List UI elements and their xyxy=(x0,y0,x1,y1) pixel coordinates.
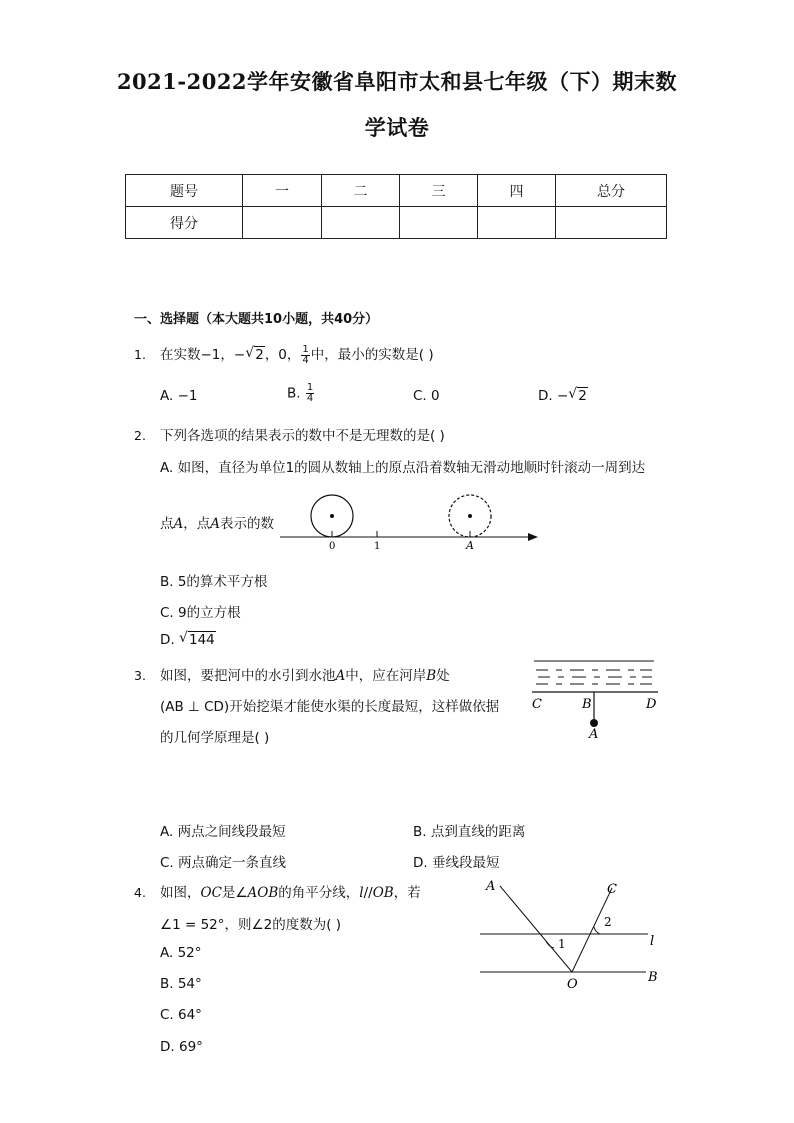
option-a[interactable]: A. −1 xyxy=(160,388,198,404)
page-title-line2: 学试卷 xyxy=(364,115,430,140)
label-D: D xyxy=(646,697,657,712)
sqrt-symbol: √ 2 xyxy=(568,386,587,404)
table-row xyxy=(126,207,667,239)
option-c[interactable]: C. 64° xyxy=(160,1007,202,1023)
question-stem-line2: ∠1 = 52°，则∠2的度数为( ) xyxy=(160,917,342,933)
axis-label-1: 1 xyxy=(374,541,381,552)
water-hatch xyxy=(536,670,652,684)
option-b[interactable]: B. $\frac{1}{4}$ xyxy=(287,382,314,404)
question-number: 1. xyxy=(134,347,146,362)
question-number: 2. xyxy=(134,428,146,443)
table-cell: 三 xyxy=(400,175,478,207)
score-input-cell[interactable] xyxy=(556,207,667,239)
circle-center-dot xyxy=(468,514,472,518)
question-number: 3. xyxy=(134,668,146,683)
table-cell: 四 xyxy=(478,175,556,207)
label-B: B xyxy=(582,697,592,712)
option-d[interactable]: D. − √ 2 xyxy=(538,386,587,404)
question-number: 4. xyxy=(134,885,146,900)
label-C: C xyxy=(607,882,617,897)
label-B: B xyxy=(648,970,658,985)
label-l: l xyxy=(650,934,655,949)
score-input-cell[interactable] xyxy=(400,207,478,239)
option-b[interactable]: B. 5的算术平方根 xyxy=(160,574,268,590)
label-A: A xyxy=(589,727,599,742)
option-c[interactable]: C. 9的立方根 xyxy=(160,605,241,621)
label-A: A xyxy=(486,879,496,894)
option-a[interactable]: A. 52° xyxy=(160,945,202,961)
number-line-figure xyxy=(270,486,550,556)
score-input-cell[interactable] xyxy=(322,207,400,239)
axis-arrow-icon xyxy=(528,533,538,541)
question-stem: 下列各选项的结果表示的数中不是无理数的是( ) xyxy=(160,428,445,444)
question-stem-line2: (AB ⊥ CD)开始挖渠才能使水渠的长度最短，这样做依据 xyxy=(160,699,500,715)
option-d[interactable]: D. √ 144 xyxy=(160,630,215,648)
table-row xyxy=(126,175,667,207)
option-d[interactable]: D. 垂线段最短 xyxy=(413,855,500,871)
label-angle-2: 2 xyxy=(604,915,612,929)
option-a[interactable]: A. 如图，直径为单位1的圆从数轴上的原点沿着数轴无滑动地顺时针滚动一周到达 xyxy=(160,460,646,476)
ray-OA xyxy=(500,886,572,972)
axis-label-A: A xyxy=(466,539,474,552)
score-input-cell[interactable] xyxy=(478,207,556,239)
river-figure xyxy=(528,656,662,742)
angle-2-arc xyxy=(594,927,600,934)
table-cell: 二 xyxy=(322,175,400,207)
fraction: $\frac{1}{4}$ xyxy=(306,382,314,404)
score-table xyxy=(125,174,667,239)
option-d[interactable]: D. 69° xyxy=(160,1039,203,1055)
pool-A-dot xyxy=(590,719,598,727)
question-stem: 在实数−1，− √ 2，0， $\frac{1}{4}$ 中，最小的实数是( ) xyxy=(160,343,434,366)
question-stem-line1: 如图，OC是∠AOB的角平分线，l//OB，若 xyxy=(160,885,421,901)
sqrt-symbol: √ 2 xyxy=(245,345,264,363)
label-angle-1: 1 xyxy=(558,937,566,951)
sqrt-symbol: √ 144 xyxy=(178,630,215,648)
table-cell: 题号 xyxy=(126,175,243,207)
ray-OC xyxy=(572,888,612,972)
table-cell: 总分 xyxy=(556,175,667,207)
label-C: C xyxy=(532,697,542,712)
fraction: $\frac{1}{4}$ xyxy=(302,343,309,366)
table-cell: 得分 xyxy=(126,207,243,239)
option-b[interactable]: B. 54° xyxy=(160,976,202,992)
question-stem-line1: 如图，要把河中的水引到水池A中，应在河岸B处 xyxy=(160,668,450,684)
page-title-line1: 2021-2022学年安徽省阜阳市太和县七年级（下）期末数 xyxy=(116,69,678,94)
question-stem-line3: 的几何学原理是( ) xyxy=(160,730,270,746)
score-input-cell[interactable] xyxy=(243,207,322,239)
option-a-continued: 点A，点A表示的数 xyxy=(160,516,274,532)
label-O: O xyxy=(567,977,578,992)
circle-center-dot xyxy=(330,514,334,518)
option-a[interactable]: A. 两点之间线段最短 xyxy=(160,824,286,840)
table-cell: 一 xyxy=(243,175,322,207)
option-b[interactable]: B. 点到直线的距离 xyxy=(413,824,526,840)
angle-bisector-figure xyxy=(478,878,668,990)
option-c[interactable]: C. 0 xyxy=(413,388,440,404)
option-c[interactable]: C. 两点确定一条直线 xyxy=(160,855,287,871)
axis-label-0: 0 xyxy=(329,541,336,552)
section-heading: 一、选择题（本大题共10小题，共40分） xyxy=(134,312,379,327)
